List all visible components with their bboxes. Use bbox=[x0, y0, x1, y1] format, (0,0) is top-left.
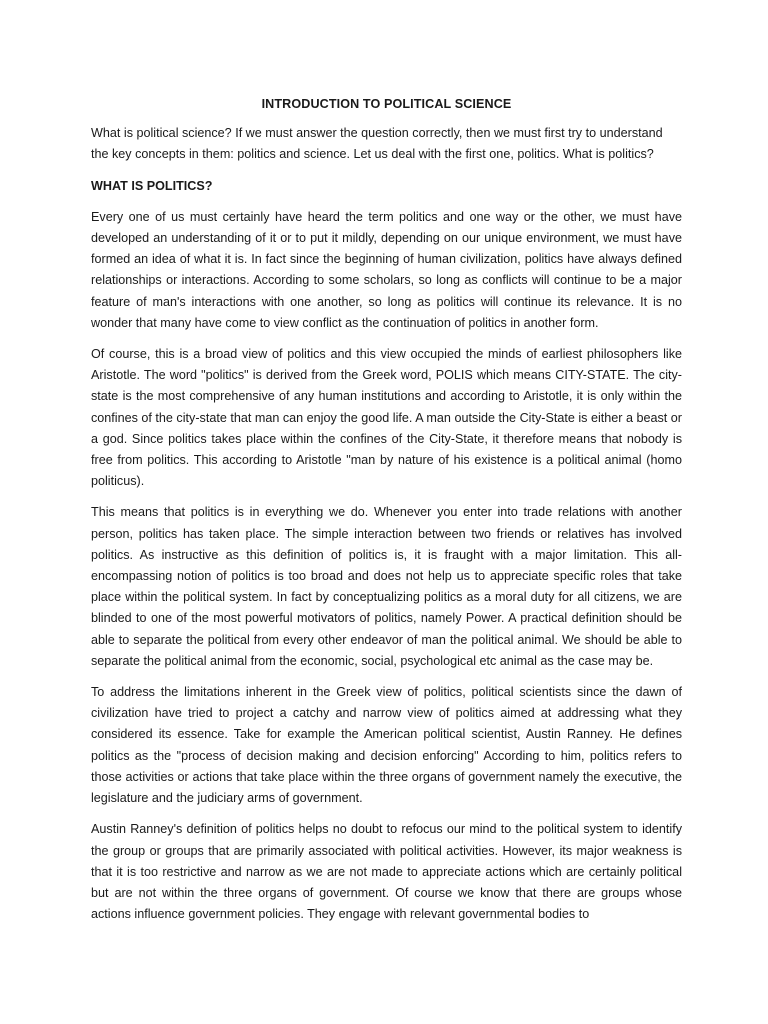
intro-paragraph: What is political science? If we must answer the question correctly, then we must first try to understand the key concepts in them: politics and science. Let us deal with the first one, politics. What is politics? bbox=[91, 126, 663, 162]
section-heading: WHAT IS POLITICS? bbox=[91, 178, 213, 193]
body-paragraph-3: This means that politics is in everything we do. Whenever you enter into trade relations with another person, politics has taken place. The simple interaction between two friends or relatives has involved politics. As instructive as this definition of politics is, it is fraught with a major limitation. This all-encompassing notion of politics is too broad and does not help us to appreciate specific roles that take place within the political system. In fact by conceptualizing politics as a moral duty for all citizens, we are blinded to one of the most powerful motivators of politics, namely Power. A practical definition should be able to separate the political from every other endeavor of man the political animal. We should be able to separate the political animal from the economic, social, psychological etc animal as the case may be. bbox=[91, 505, 682, 668]
document-title: INTRODUCTION TO POLITICAL SCIENCE bbox=[261, 97, 512, 111]
body-paragraph-2: Of course, this is a broad view of politics and this view occupied the minds of earliest philosophers like Aristotle. The word "politics" is derived from the Greek word, POLIS which means CITY-STATE. The city-state is the most comprehensive of any human institutions and according to Aristotle, it is only within the confines of the city-state that man can enjoy the good life. A man outside the City-State is either a beast or a god. Since politics takes place within the confines of the City-State, it therefore means that nobody is free from politics. This according to Aristotle "man by nature of his existence is a political animal (homo politicus). bbox=[91, 347, 682, 489]
body-paragraph-5: Austin Ranney's definition of politics helps no doubt to refocus our mind to the political system to identify the group or groups that are primarily associated with political activities. However, its major weakness is that it is too restrictive and narrow as we are not made to appreciate actions which are certainly political but are not within the three organs of government. Of course we know that there are groups whose actions influence government policies. They engage with relevant governmental bodies to bbox=[91, 822, 682, 922]
body-paragraph-4: To address the limitations inherent in the Greek view of politics, political scientists since the dawn of civilization have tried to project a catchy and narrow view of politics aimed at addressing what they considered its essence. Take for example the American political scientist, Austin Ranney. He defines politics as the "process of decision making and decision enforcing" According to him, politics refers to those activities or actions that take place within the three organs of government namely the executive, the legislature and the judiciary arms of government. bbox=[91, 685, 682, 806]
body-paragraph-1: Every one of us must certainly have heard the term politics and one way or the other, we must have developed an understanding of it or to put it mildly, depending on our unique environment, we must have formed an idea of what it is. In fact since the beginning of human civilization, politics have always defined relationships or interactions. According to some scholars, so long as conflicts will continue to be a major feature of man's interactions with one another, so long as politics will continue its relevance. It is no wonder that many have come to view conflict as the continuation of politics in another form. bbox=[91, 209, 682, 330]
